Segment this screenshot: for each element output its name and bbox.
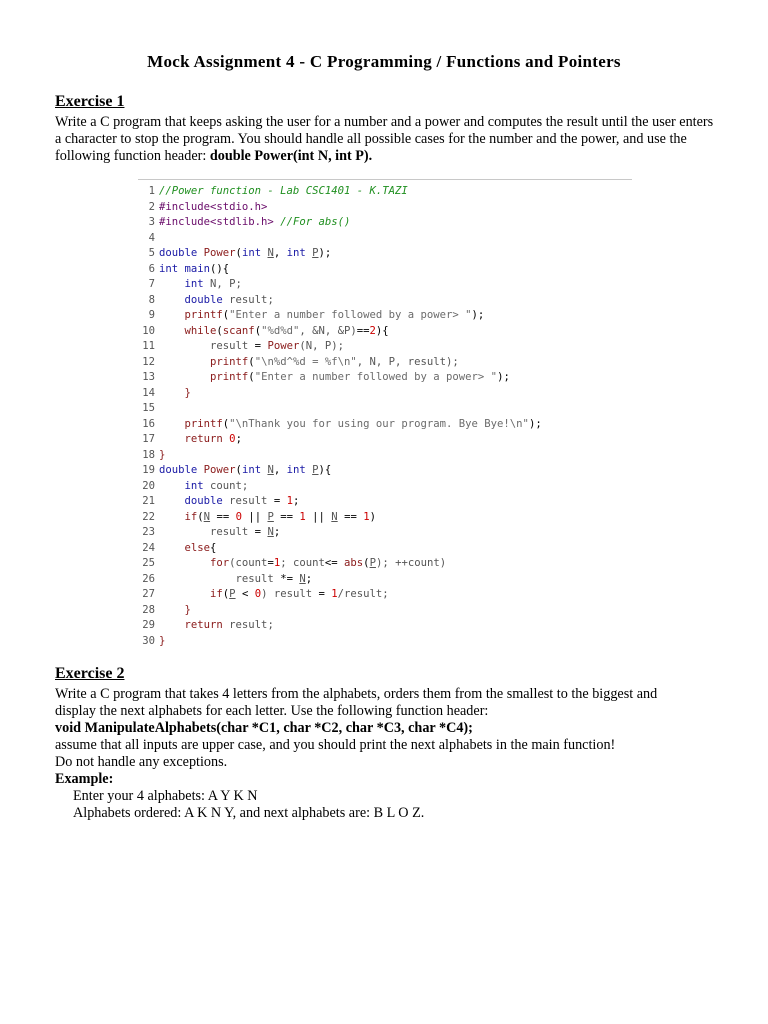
code-token: main [184, 262, 211, 275]
code-token: == [210, 510, 236, 523]
code-token: ( [197, 510, 204, 523]
code-token: } [159, 603, 191, 616]
code-token: (count [229, 557, 268, 569]
code-token: ; [273, 526, 281, 538]
code-line [138, 231, 159, 247]
line-number: 7 [148, 278, 155, 290]
code-token: = [318, 588, 332, 600]
line-number: 19 [142, 464, 155, 476]
code-token: { [210, 541, 217, 554]
code-token: == [273, 510, 300, 523]
exercise-1-text: Write a C program that keeps asking the user for a number and a power and computes the result until the user enters a character to stop the program. You should handle all possible cases for the number and the power, and use the following function header: [55, 114, 714, 164]
example-label: Example: [55, 771, 114, 787]
code-token: (N, P); [299, 340, 344, 352]
code-token: } [159, 386, 191, 399]
code-token: double [159, 495, 230, 507]
code-token: ( [222, 588, 230, 600]
code-line [138, 184, 408, 200]
code-token: int [286, 464, 313, 476]
code-token: 0 [229, 433, 236, 445]
exercise-2-signature: void ManipulateAlphabets(char *C1, char *C2, char *C3, char *C4); [55, 720, 473, 736]
code-token: } [159, 634, 166, 647]
code-token: #include<stdlib.h> [159, 216, 281, 228]
code-token: ){ [318, 464, 332, 476]
code-token: || [241, 510, 268, 523]
code-token: ; [292, 495, 300, 507]
code-line [138, 448, 165, 464]
exercise-2-heading: Exercise 2 [55, 665, 125, 682]
code-token: //Power function - Lab CSC1401 - K.TAZI [159, 185, 408, 197]
code-token: ; [305, 572, 313, 585]
line-number: 6 [148, 262, 155, 275]
code-token: P [229, 588, 236, 600]
code-token: = [273, 495, 287, 507]
code-token: 1 [299, 510, 306, 523]
code-token: //For abs() [280, 216, 351, 228]
code-token: == [337, 510, 364, 523]
code-token: 1 [331, 588, 338, 600]
code-line [138, 603, 191, 619]
code-line [138, 308, 484, 324]
line-number: 12 [142, 355, 155, 368]
code-token: ( [248, 355, 255, 368]
code-token: return [159, 433, 230, 445]
code-line [138, 401, 159, 417]
line-number: 1 [148, 185, 155, 197]
code-token: == [356, 324, 370, 337]
code-token: "\nThank you for using our program. Bye Bye!\n" [229, 417, 529, 430]
exercise-1-function-header: double Power(int N, int P). [209, 147, 373, 164]
example-output-line: Alphabets ordered: A K N Y, and next alphabets are: B L O Z. [73, 805, 425, 821]
code-line [138, 200, 267, 216]
code-token: else [159, 541, 211, 554]
code-line [138, 370, 510, 386]
code-line [138, 463, 331, 479]
code-token: || [305, 510, 332, 523]
code-line [138, 587, 389, 603]
code-token: N [299, 572, 306, 585]
line-number: 14 [142, 386, 155, 399]
code-token: ); ++count) [375, 557, 447, 569]
line-number: 27 [142, 588, 155, 600]
code-token: ( [363, 557, 370, 569]
code-token: for [159, 557, 230, 569]
line-number: 9 [148, 309, 155, 321]
page-title: Mock Assignment 4 - C Programming / Functions and Pointers [147, 52, 621, 71]
code-token: int [241, 247, 268, 259]
code-token: ( [248, 371, 255, 383]
code-token: N [331, 510, 338, 523]
code-token: ); [528, 417, 542, 430]
line-number: 10 [142, 324, 155, 337]
code-token: "\n%d^%d = %f\n" [254, 355, 357, 368]
code-token: result [159, 340, 255, 352]
code-token: result [159, 572, 281, 585]
line-number: 26 [142, 572, 155, 585]
code-line [138, 386, 191, 402]
code-token: printf [159, 371, 249, 383]
code-token: P [312, 464, 319, 476]
code-token: while [159, 324, 217, 337]
code-token: Power [203, 247, 236, 259]
code-token: *= [280, 572, 300, 585]
code-token: P [267, 510, 274, 523]
code-token: ); [318, 247, 332, 259]
code-token: (){ [210, 262, 230, 275]
exercise-1-heading: Exercise 1 [55, 93, 125, 110]
code-token: <= [324, 557, 345, 569]
code-line [138, 432, 242, 448]
code-token: 0 [235, 510, 242, 523]
code-token: printf [159, 309, 223, 321]
code-line [138, 479, 248, 495]
code-token: ; count [280, 557, 325, 569]
code-token: N, P; [210, 278, 242, 290]
line-number: 28 [142, 603, 155, 616]
code-line [138, 417, 542, 433]
line-number: 8 [148, 293, 155, 306]
code-token: ( [216, 324, 223, 337]
code-token: int [159, 262, 185, 275]
code-token: } [159, 448, 166, 461]
code-line [138, 215, 350, 231]
code-line [138, 494, 299, 510]
code-token: Power [267, 340, 300, 352]
code-token: ( [222, 417, 230, 430]
line-number: 18 [142, 448, 155, 461]
code-token: ) result [261, 588, 319, 600]
code-token: double [159, 293, 230, 306]
code-token: ) [369, 510, 376, 523]
code-line [138, 293, 274, 309]
code-line [138, 525, 280, 541]
code-token: , &N, &P) [299, 324, 357, 337]
code-line [138, 572, 312, 588]
line-number: 2 [148, 200, 155, 213]
code-token: "Enter a number followed by a power> " [229, 309, 472, 321]
code-token: if [159, 588, 223, 600]
code-line [138, 556, 446, 572]
code-token: printf [159, 355, 249, 368]
code-token: N [267, 247, 274, 259]
code-token: ){ [375, 324, 389, 337]
code-token: result; [229, 293, 274, 306]
line-number: 13 [142, 371, 155, 383]
code-line [138, 541, 216, 557]
code-token: scanf [222, 324, 255, 337]
line-number: 15 [142, 402, 155, 414]
code-token: if [159, 510, 198, 523]
code-token: ); [497, 371, 510, 383]
code-token: N [267, 526, 274, 538]
code-token: ( [235, 464, 242, 476]
exercise-2-line-1: Write a C program that takes 4 letters from the alphabets, orders them from the smallest to the biggest and [55, 686, 658, 702]
code-token: 0 [254, 588, 262, 600]
line-number: 24 [142, 541, 155, 554]
code-token: ( [254, 324, 262, 337]
code-line [138, 324, 389, 340]
code-token: = [254, 526, 268, 538]
line-number: 29 [142, 619, 155, 631]
line-number: 4 [148, 231, 155, 244]
code-line [138, 277, 242, 293]
code-token: int [241, 464, 268, 476]
code-line [138, 339, 344, 355]
line-number: 16 [142, 417, 155, 430]
code-listing [138, 179, 632, 650]
code-line [138, 262, 229, 278]
code-token: ( [222, 309, 230, 321]
exercise-2-line-4: Do not handle any exceptions. [55, 754, 228, 770]
exercise-2-line-2: display the next alphabets for each letter. Use the following function header: [55, 703, 489, 719]
code-token: double [159, 247, 204, 259]
code-line [138, 634, 165, 650]
code-token: abs [344, 557, 364, 569]
line-number: 17 [142, 433, 155, 445]
code-token: #include<stdio.h> [159, 200, 268, 213]
code-token: 1 [363, 510, 370, 523]
code-line [138, 355, 459, 371]
line-number: 30 [142, 634, 155, 647]
code-token: N [203, 510, 211, 523]
code-token: result [159, 526, 255, 538]
code-token: N [267, 464, 274, 476]
line-number: 22 [142, 510, 155, 523]
code-token: = [254, 340, 268, 352]
example-input-line: Enter your 4 alphabets: A Y K N [73, 788, 258, 804]
code-token: , [273, 247, 287, 259]
code-token: "%d%d" [261, 324, 300, 337]
code-token: double [159, 464, 204, 476]
code-token: int [286, 247, 313, 259]
code-line [138, 510, 376, 526]
code-token: result [229, 495, 274, 507]
code-token: 2 [369, 324, 376, 337]
code-token: 1 [273, 557, 281, 569]
code-line [138, 618, 274, 634]
code-token: int [159, 479, 211, 492]
code-token: Power [203, 464, 236, 476]
code-token: , [273, 464, 287, 476]
code-token: 1 [286, 495, 293, 507]
line-number: 25 [142, 557, 155, 569]
exercise-2-line-3: assume that all inputs are upper case, and you should print the next alphabets in the main function! [55, 737, 616, 753]
code-token: = [267, 557, 274, 569]
line-number: 20 [142, 479, 155, 492]
code-token: /result; [337, 588, 389, 600]
line-number: 11 [142, 340, 155, 352]
code-token: ; [235, 433, 242, 445]
line-number: 21 [142, 495, 155, 507]
code-token: count; [210, 479, 249, 492]
code-line [138, 246, 331, 262]
code-token: < [235, 588, 255, 600]
code-token: return [159, 619, 230, 631]
code-token: P [369, 557, 376, 569]
code-token: printf [159, 417, 223, 430]
line-number: 5 [148, 247, 155, 259]
code-token: result; [229, 619, 274, 631]
line-number: 23 [142, 526, 155, 538]
exercise-1-description [55, 114, 720, 164]
line-number: 3 [148, 216, 155, 228]
code-token: , N, P, result); [356, 355, 459, 368]
code-token: P [312, 247, 319, 259]
code-token: ( [235, 247, 242, 259]
code-token: "Enter a number followed by a power> " [254, 371, 498, 383]
code-token: int [159, 278, 211, 290]
code-token: ); [471, 309, 485, 321]
